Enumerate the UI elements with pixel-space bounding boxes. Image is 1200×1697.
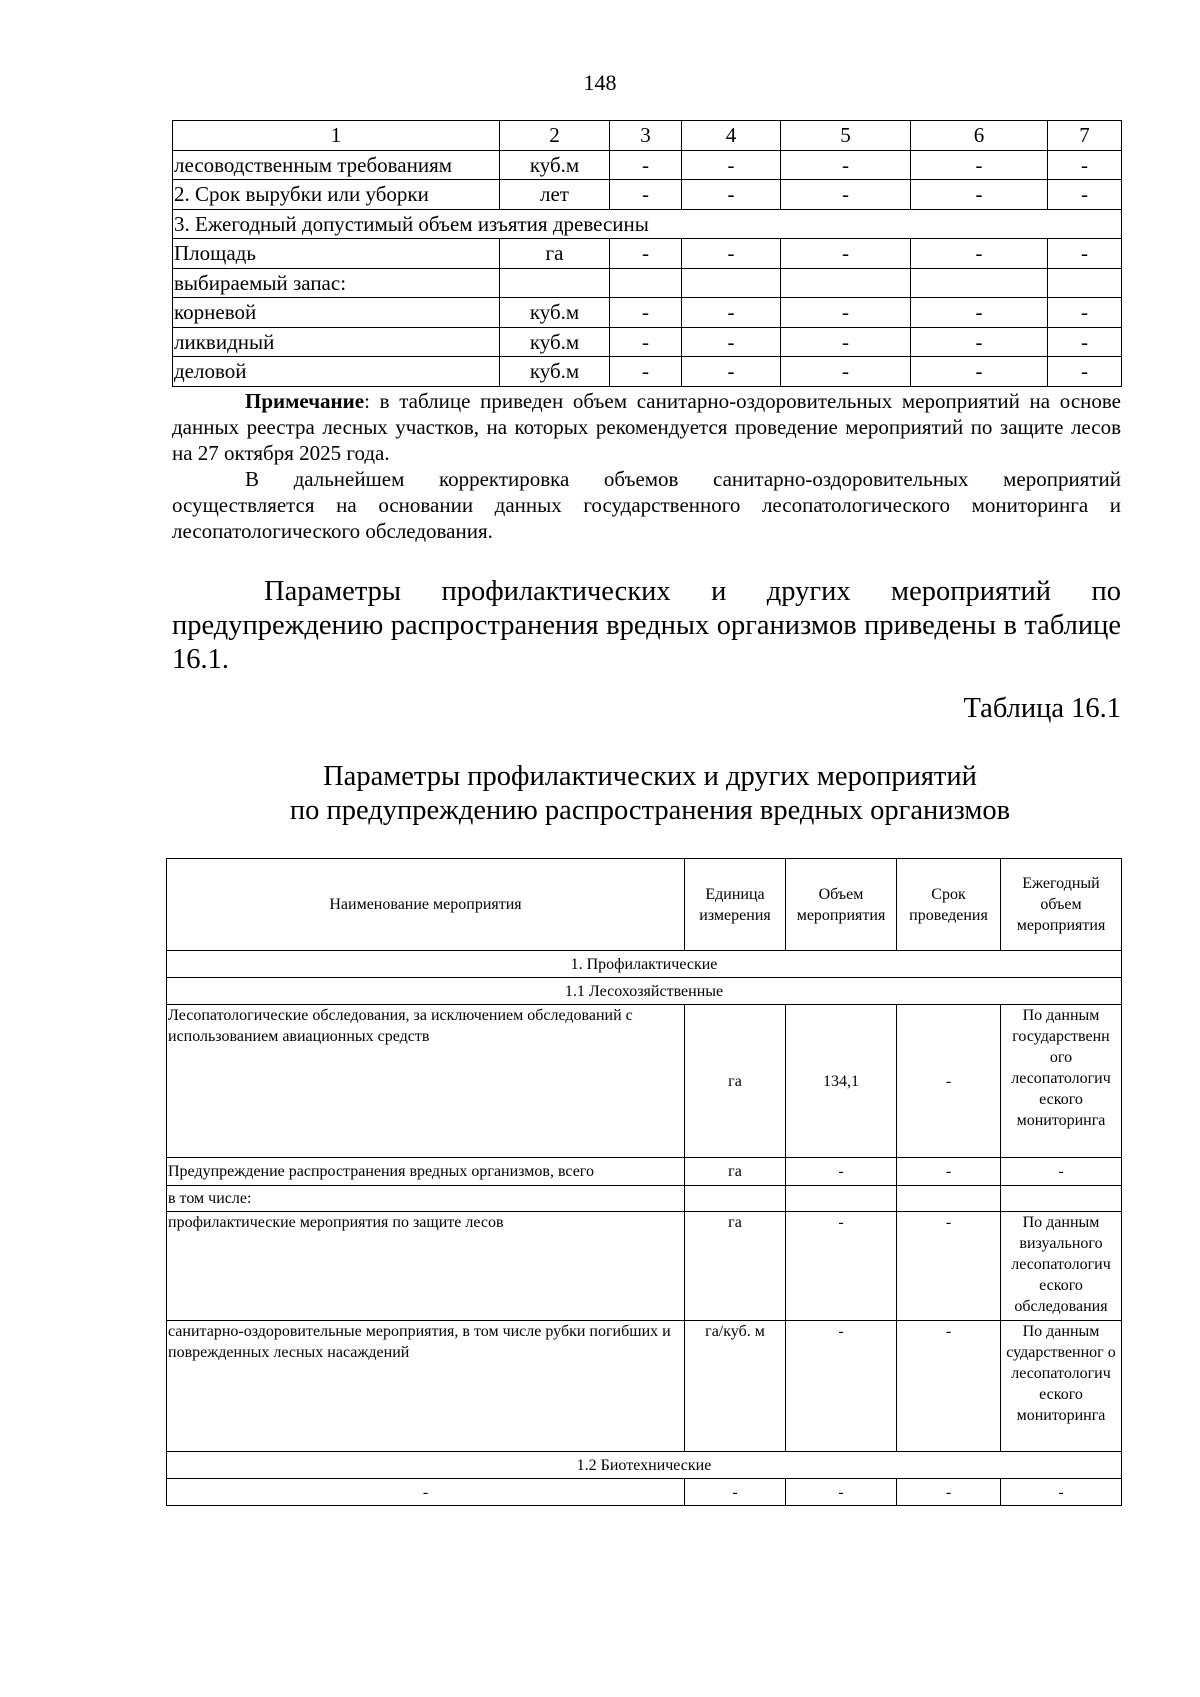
header-unit: Единица измерения xyxy=(685,859,786,951)
table-row xyxy=(173,357,1122,387)
header-volume: Объем мероприятия xyxy=(786,859,897,951)
table-header-row xyxy=(173,121,1122,151)
cell-value: - xyxy=(1048,180,1122,210)
cell-value: - xyxy=(1048,357,1122,387)
cell-value: - xyxy=(781,150,911,180)
row-unit: га xyxy=(685,1212,786,1321)
row-unit: га/куб. м xyxy=(685,1321,786,1452)
cell-value: - xyxy=(911,357,1048,387)
header-term: Срок проведения xyxy=(897,859,1001,951)
section-title: 3. Ежегодный допустимый объем изъятия древесины xyxy=(173,209,1122,239)
cell-value: - xyxy=(610,327,682,357)
row-volume: - xyxy=(786,1212,897,1321)
row-volume: - xyxy=(786,1158,897,1186)
cell-value: - xyxy=(610,180,682,210)
row-unit: куб.м xyxy=(500,357,610,387)
cell-value: - xyxy=(781,239,911,269)
cell-value: - xyxy=(781,327,911,357)
header-annual: Ежегодный объем мероприятия xyxy=(1001,859,1122,951)
table-heading-line: по предупреждению распространения вредных организмов xyxy=(289,795,1011,826)
cell-value: - xyxy=(781,357,911,387)
cell-value: - xyxy=(682,239,781,269)
cell-value: - xyxy=(610,239,682,269)
row-term: - xyxy=(897,1212,1001,1321)
section-title: 1.2 Биотехнические xyxy=(167,1452,1122,1479)
row-annual xyxy=(1001,1186,1122,1212)
row-unit: - xyxy=(685,1479,786,1506)
table-caption: Таблица 16.1 xyxy=(963,693,1121,724)
row-unit: га xyxy=(500,239,610,269)
row-annual: По данным визуального лесопатологич еского обследования xyxy=(1001,1212,1122,1321)
table-section-row xyxy=(167,1452,1122,1479)
note-text: : в таблице приведен объем санитарно-оздоровительных мероприятий на основе данных реестра лесных участков, на которых рекомендуется проведение мероприятий по защите лесов на 27 октября 2025 года. xyxy=(172,389,1121,465)
column-number: 4 xyxy=(682,121,781,151)
row-unit xyxy=(685,1186,786,1212)
table-header-row xyxy=(167,859,1122,951)
table-row xyxy=(167,1321,1122,1452)
table-row xyxy=(173,268,1122,298)
cell-value: - xyxy=(682,357,781,387)
section-title: 1.1 Лесохозяйственные xyxy=(167,978,1122,1005)
row-term: - xyxy=(897,1321,1001,1452)
cell-value: - xyxy=(911,298,1048,328)
section-title: 1. Профилактические xyxy=(167,951,1122,978)
column-number: 7 xyxy=(1048,121,1122,151)
volumes-table xyxy=(172,120,1122,387)
row-volume xyxy=(786,1186,897,1212)
table-row xyxy=(167,1186,1122,1212)
cell-value: - xyxy=(781,180,911,210)
table-row xyxy=(167,1005,1122,1158)
cell-value xyxy=(610,268,682,298)
row-unit: га xyxy=(685,1158,786,1186)
row-name: в том числе: xyxy=(167,1186,685,1212)
table-row xyxy=(173,327,1122,357)
row-name: 2. Срок вырубки или уборки xyxy=(173,180,500,210)
cell-value: - xyxy=(1048,327,1122,357)
cell-value: - xyxy=(781,298,911,328)
cell-value: - xyxy=(911,150,1048,180)
row-annual: - xyxy=(1001,1158,1122,1186)
cell-value: - xyxy=(610,357,682,387)
row-term xyxy=(897,1186,1001,1212)
table-row xyxy=(167,1212,1122,1321)
parameters-paragraph: Параметры профилактических и других мероприятий по предупреждению распространения вредных организмов приведены в таблице 16.1. xyxy=(172,576,1121,675)
row-name: Предупреждение распространения вредных организмов, всего xyxy=(167,1158,685,1186)
table-row xyxy=(173,298,1122,328)
row-name: корневой xyxy=(173,298,500,328)
row-annual: По данным государственн ого лесопатологич еского мониторинга xyxy=(1001,1005,1122,1158)
row-name: ликвидный xyxy=(173,327,500,357)
table-section-row xyxy=(167,978,1122,1005)
note-paragraph xyxy=(172,388,1121,466)
row-term: - xyxy=(897,1158,1001,1186)
cell-value: - xyxy=(1048,298,1122,328)
cell-value: - xyxy=(682,298,781,328)
row-term: - xyxy=(897,1005,1001,1158)
table-row xyxy=(167,1479,1122,1506)
row-name: Площадь xyxy=(173,239,500,269)
cell-value: - xyxy=(911,180,1048,210)
row-name: выбираемый запас: xyxy=(173,268,500,298)
table-section-row xyxy=(167,951,1122,978)
column-number: 2 xyxy=(500,121,610,151)
row-term: - xyxy=(897,1479,1001,1506)
cell-value xyxy=(682,268,781,298)
cell-value: - xyxy=(1048,239,1122,269)
column-number: 5 xyxy=(781,121,911,151)
row-volume: - xyxy=(786,1479,897,1506)
cell-value: - xyxy=(682,150,781,180)
row-unit: лет xyxy=(500,180,610,210)
row-unit xyxy=(500,268,610,298)
row-name: санитарно-оздоровительные мероприятия, в том числе рубки погибших и поврежденных лесных насаждений xyxy=(167,1321,685,1452)
cell-value: - xyxy=(610,150,682,180)
cell-value: - xyxy=(911,327,1048,357)
cell-value: - xyxy=(1048,150,1122,180)
table-row xyxy=(173,180,1122,210)
row-unit: куб.м xyxy=(500,298,610,328)
row-unit: куб.м xyxy=(500,327,610,357)
row-unit: га xyxy=(685,1005,786,1158)
cell-value xyxy=(1048,268,1122,298)
table-heading xyxy=(0,760,1200,828)
table-row xyxy=(167,1158,1122,1186)
further-paragraph: В дальнейшем корректировка объемов санитарно-оздоровительных мероприятий осуществляется на основании данных государственного лесопатологического мониторинга и лесопатологического обследования. xyxy=(172,467,1121,543)
cell-value xyxy=(781,268,911,298)
cell-value: - xyxy=(911,239,1048,269)
measures-table xyxy=(166,858,1122,1506)
table-row xyxy=(173,150,1122,180)
table-row xyxy=(173,239,1122,269)
row-volume: 134,1 xyxy=(786,1005,897,1158)
column-number: 3 xyxy=(610,121,682,151)
row-annual: - xyxy=(1001,1479,1122,1506)
row-name: профилактические мероприятия по защите лесов xyxy=(167,1212,685,1321)
row-name: деловой xyxy=(173,357,500,387)
table-heading-line: Параметры профилактических и других мероприятий xyxy=(323,761,977,792)
cell-value: - xyxy=(610,298,682,328)
row-name: Лесопатологические обследования, за исключением обследований с использованием авиационных средств xyxy=(167,1005,685,1158)
table-section-row xyxy=(173,209,1122,239)
row-unit: куб.м xyxy=(500,150,610,180)
page-number: 148 xyxy=(583,70,617,95)
cell-value: - xyxy=(682,327,781,357)
column-number: 6 xyxy=(911,121,1048,151)
note-label: Примечание xyxy=(245,389,365,413)
row-volume: - xyxy=(786,1321,897,1452)
cell-value xyxy=(911,268,1048,298)
column-number: 1 xyxy=(173,121,500,151)
row-annual: По данным сударственног о лесопатологич еского мониторинга xyxy=(1001,1321,1122,1452)
cell-value: - xyxy=(682,180,781,210)
row-name: - xyxy=(167,1479,685,1506)
row-name: лесоводственным требованиям xyxy=(173,150,500,180)
header-name: Наименование мероприятия xyxy=(167,859,685,951)
